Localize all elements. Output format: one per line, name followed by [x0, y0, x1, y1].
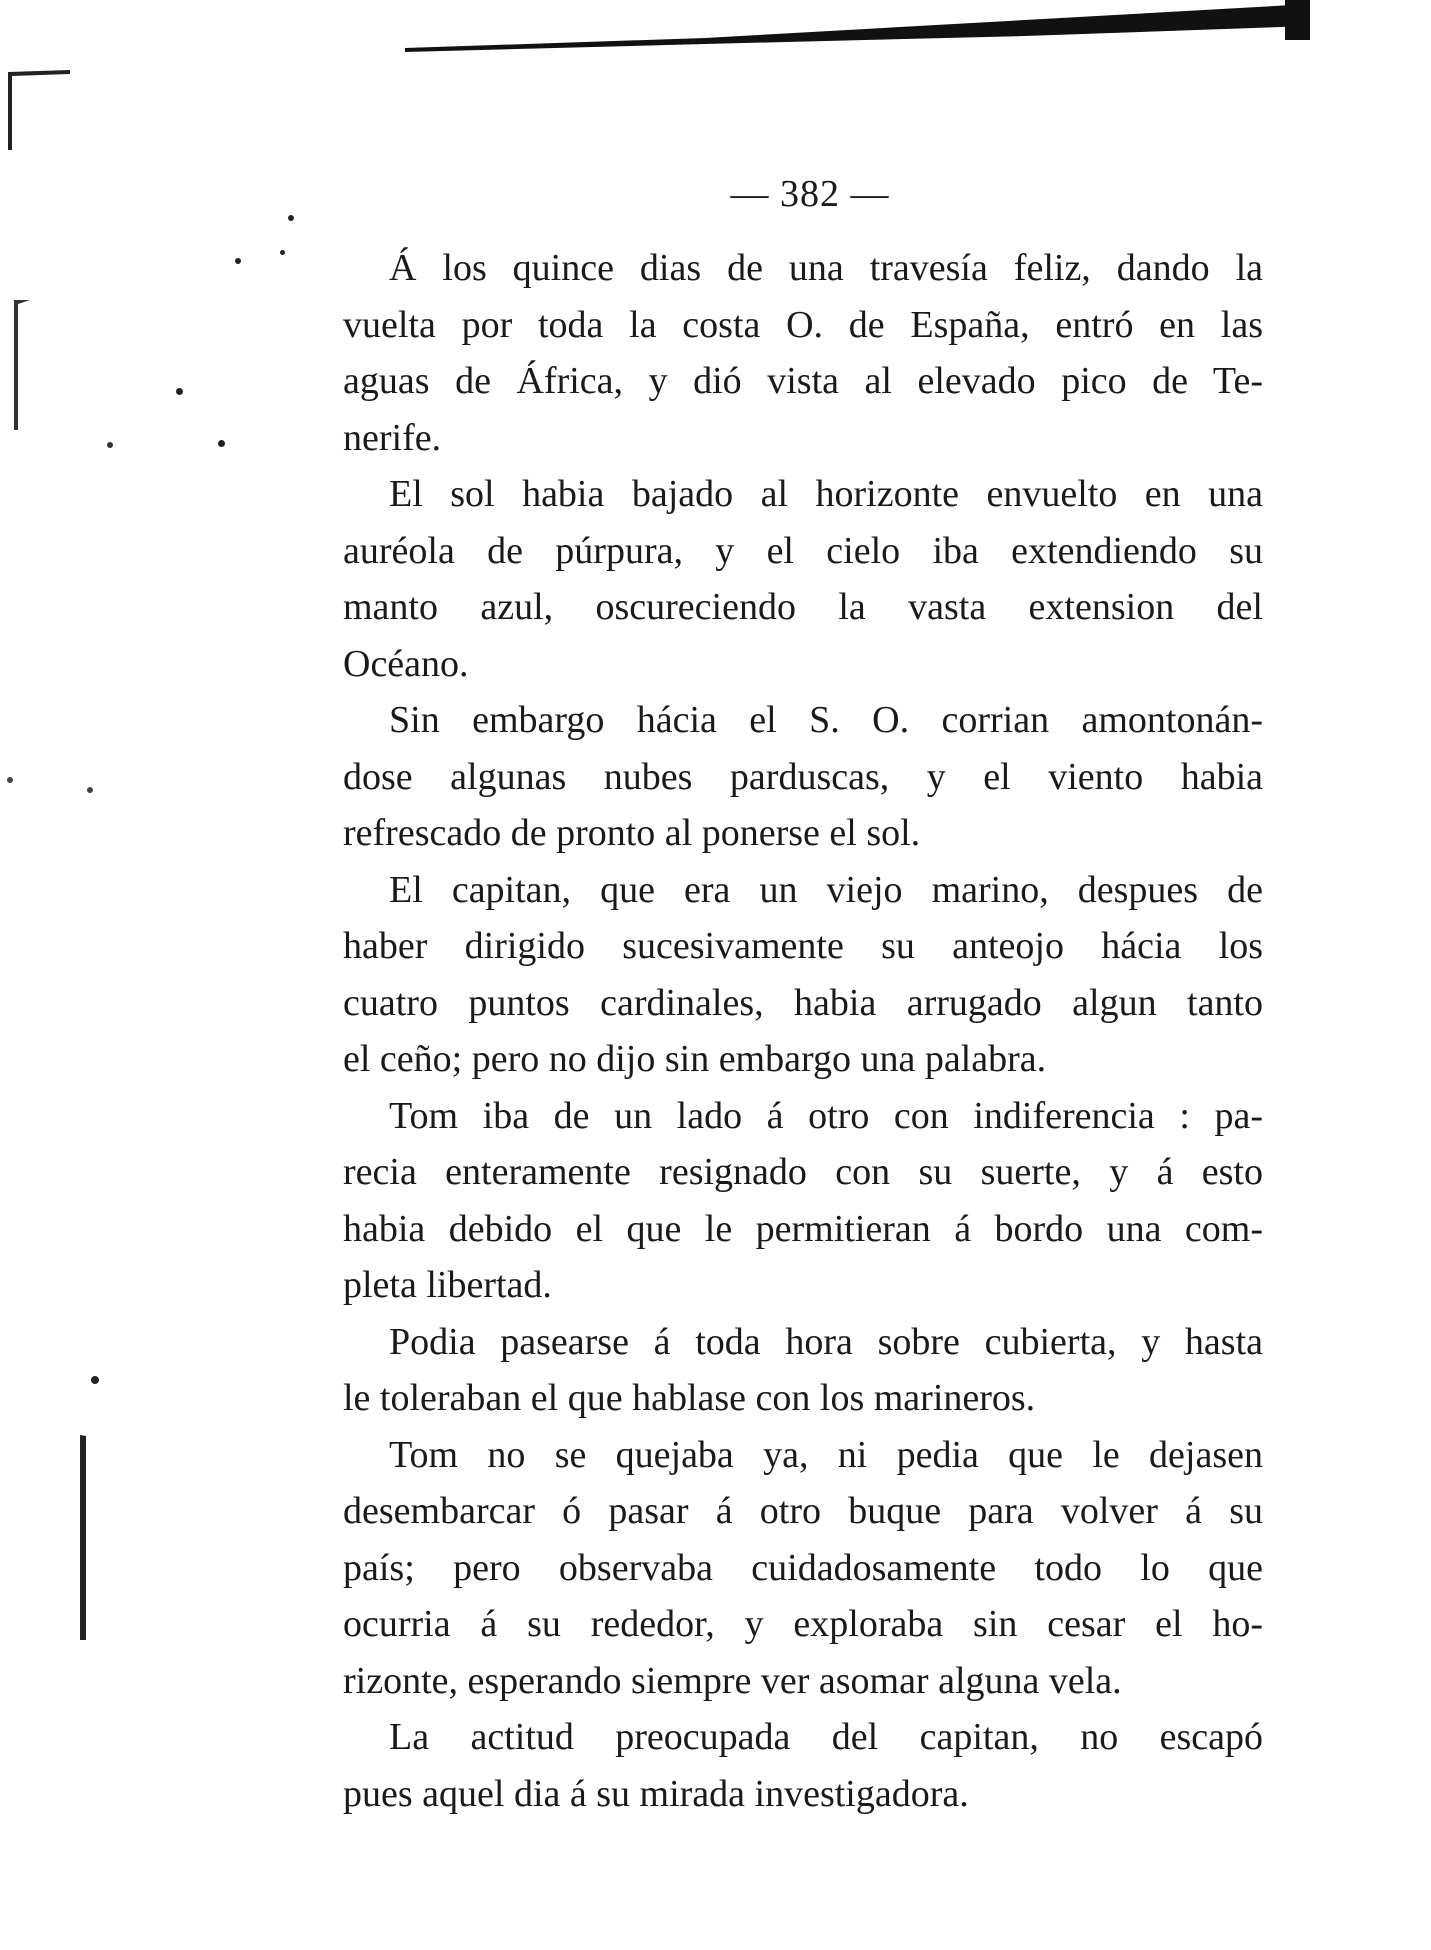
- text-line: Tom no se quejaba ya, ni pedia que le dejasen: [389, 1433, 1263, 1476]
- ink-speck: [235, 258, 241, 264]
- text-line: ocurria á su rededor, y exploraba sin cesar el ho-: [343, 1603, 1263, 1645]
- binding-edge-marks: [0, 60, 140, 1680]
- text-line: vuelta por toda la costa O. de España, entró en las: [343, 303, 1263, 346]
- text-line: el ceño; pero no dijo sin embargo una palabra.: [343, 1038, 1047, 1080]
- text-line: dose algunas nubes parduscas, y el viento habia: [343, 755, 1263, 798]
- paragraph: [343, 1427, 1263, 1710]
- text-line: pleta libertad.: [343, 1264, 552, 1306]
- text-line: rizonte, esperando siempre ver asomar alguna vela.: [343, 1659, 1122, 1702]
- text-line: La actitud preocupada del capitan, no escapó: [389, 1716, 1263, 1758]
- text-line: Sin embargo hácia el S. O. corrian amontonán-: [389, 699, 1263, 741]
- text-line: desembarcar ó pasar á otro buque para volver á su: [343, 1490, 1263, 1532]
- body-text: [343, 240, 1263, 1822]
- text-line: Á los quince dias de una travesía feliz, dando la: [389, 247, 1263, 289]
- text-line: país; pero observaba cuidadosamente todo lo que: [343, 1546, 1263, 1589]
- text-line: aguas de África, y dió vista al elevado pico de Te-: [343, 360, 1263, 402]
- paragraph: [343, 240, 1263, 466]
- paragraph: [343, 466, 1263, 692]
- text-line: cuatro puntos cardinales, habia arrugado algun tanto: [343, 981, 1263, 1024]
- text-line: Océano.: [343, 642, 469, 685]
- text-line: Tom iba de un lado á otro con indiferencia : pa-: [389, 1094, 1263, 1137]
- text-line: refrescado de pronto al ponerse el sol.: [343, 812, 921, 854]
- paragraph: [343, 1088, 1263, 1314]
- text-line: manto azul, oscureciendo la vasta extension del: [343, 586, 1263, 628]
- text-line: recia enteramente resignado con su suerte, y á esto: [343, 1151, 1263, 1193]
- text-line: habia debido el que le permitieran á bordo una com-: [343, 1207, 1263, 1250]
- text-line: le toleraban el que hablase con los marineros.: [343, 1377, 1036, 1419]
- paragraph: [343, 1314, 1263, 1427]
- text-line: El sol habia bajado al horizonte envuelto en una: [389, 473, 1263, 515]
- scan-edge-shadow: [405, 0, 1310, 52]
- ink-speck: [280, 250, 285, 255]
- paragraph: [343, 862, 1263, 1088]
- ink-speck: [176, 388, 183, 395]
- text-line: haber dirigido sucesivamente su anteojo hácia los: [343, 925, 1263, 967]
- text-line: pues aquel dia á su mirada investigadora.: [343, 1772, 969, 1815]
- text-line: auréola de púrpura, y el cielo iba extendiendo su: [343, 529, 1263, 572]
- paragraph: [343, 1709, 1263, 1822]
- text-line: El capitan, que era un viejo marino, despues de: [389, 868, 1263, 911]
- ink-speck: [218, 440, 225, 447]
- paragraph: [343, 692, 1263, 862]
- text-line: nerife.: [343, 416, 442, 459]
- page-number: — 382 —: [730, 173, 890, 215]
- ink-speck: [288, 215, 294, 221]
- text-line: Podia pasearse á toda hora sobre cubierta, y hasta: [389, 1320, 1263, 1363]
